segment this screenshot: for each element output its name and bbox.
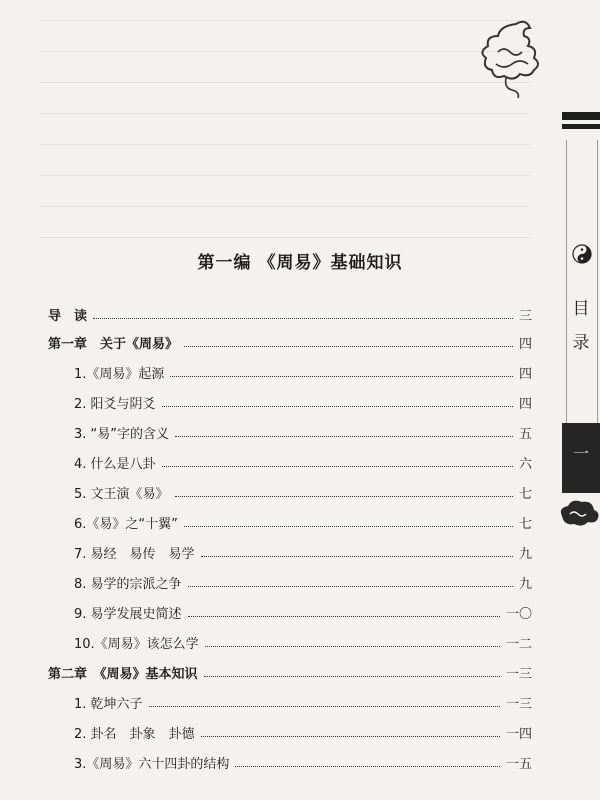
leader-dots — [162, 406, 513, 407]
toc-entry-page: 四 — [518, 397, 532, 412]
leader-dots — [184, 346, 513, 347]
cloud-scroll-icon — [556, 498, 600, 528]
toc-entry[interactable] — [48, 418, 532, 442]
leader-dots — [188, 616, 500, 617]
toc-entry-title: 7. 易经 易传 易学 — [74, 547, 195, 562]
volume-tab — [562, 423, 600, 493]
leader-dots — [175, 436, 513, 437]
toc-entry[interactable] — [48, 568, 532, 592]
toc-entry-title: 5. 文王演《易》 — [74, 487, 169, 502]
toc-entry-page: 七 — [518, 517, 532, 532]
toc-entry-title: 3.《周易》六十四卦的结构 — [74, 757, 230, 772]
leader-dots — [93, 318, 513, 319]
toc-entry[interactable] — [48, 328, 532, 352]
toc-entry-page: 四 — [518, 367, 532, 382]
toc-entry-title: 8. 易学的宗派之争 — [74, 577, 182, 592]
leader-dots — [188, 586, 513, 587]
toc-entry-title: 1. 乾坤六子 — [74, 697, 143, 712]
toc-entry-page: 一〇 — [505, 607, 532, 622]
toc-entry-page: 一三 — [505, 697, 532, 712]
toc-entry[interactable] — [48, 508, 532, 532]
auspicious-cloud-ornament-icon — [476, 18, 546, 98]
toc-entry-title: 9. 易学发展史简述 — [74, 607, 182, 622]
toc-entry[interactable] — [48, 748, 532, 772]
toc-entry-title: 1.《周易》起源 — [74, 367, 165, 382]
toc-entry[interactable] — [48, 388, 532, 412]
leader-dots — [149, 706, 500, 707]
toc-entry[interactable] — [48, 538, 532, 562]
toc-entry[interactable] — [48, 658, 532, 682]
toc-entry-title: 4. 什么是八卦 — [74, 457, 156, 472]
toc-entry-title: 3. “易”字的含义 — [74, 427, 170, 442]
toc-entry-title: 导 读 — [48, 309, 88, 324]
toc-entry-page: 六 — [518, 457, 532, 472]
toc-entry-page: 一二 — [505, 637, 532, 652]
side-title-char-2: 录 — [572, 333, 590, 353]
side-title-char-1: 目 — [572, 299, 590, 319]
leader-dots — [170, 376, 513, 377]
toc-entry-title: 6.《易》之“十翼” — [74, 517, 178, 532]
toc-entry[interactable] — [48, 688, 532, 712]
toc-entry[interactable] — [48, 478, 532, 502]
toc-entry[interactable] — [48, 300, 532, 324]
volume-tab-label: 一 — [572, 444, 589, 463]
leader-dots — [184, 526, 513, 527]
toc-entry-page: 九 — [518, 547, 532, 562]
toc-entry-page: 一三 — [505, 667, 532, 682]
toc-entry-title: 2. 阳爻与阴爻 — [74, 397, 156, 412]
leader-dots — [235, 766, 500, 767]
bleed-through-background — [40, 20, 530, 320]
toc-entry[interactable] — [48, 628, 532, 652]
leader-dots — [205, 646, 500, 647]
toc-entry-title: 2. 卦名 卦象 卦德 — [74, 727, 195, 742]
toc-entry-page: 五 — [518, 427, 532, 442]
toc-entry-title: 第二章 《周易》基本知识 — [48, 667, 198, 682]
toc-entry[interactable] — [48, 598, 532, 622]
toc-entry-page: 四 — [518, 337, 532, 352]
toc-entry-title: 第一章 关于《周易》 — [48, 337, 179, 352]
toc-entry[interactable] — [48, 718, 532, 742]
leader-dots — [162, 466, 513, 467]
toc-entry-page: 一五 — [505, 757, 532, 772]
leader-dots — [175, 496, 513, 497]
toc-entry-page: 七 — [518, 487, 532, 502]
leader-dots — [201, 736, 500, 737]
toc-entry[interactable] — [48, 448, 532, 472]
toc-entry-title: 10.《周易》该怎么学 — [74, 637, 199, 652]
toc-entry[interactable] — [48, 358, 532, 382]
toc-entry-page: 一四 — [505, 727, 532, 742]
part-heading: 第一编 《周易》基础知识 — [197, 253, 403, 273]
toc-entry-page: 三 — [518, 309, 532, 324]
leader-dots — [204, 676, 500, 677]
side-title — [566, 292, 596, 360]
leader-dots — [201, 556, 513, 557]
toc-entry-page: 九 — [518, 577, 532, 592]
